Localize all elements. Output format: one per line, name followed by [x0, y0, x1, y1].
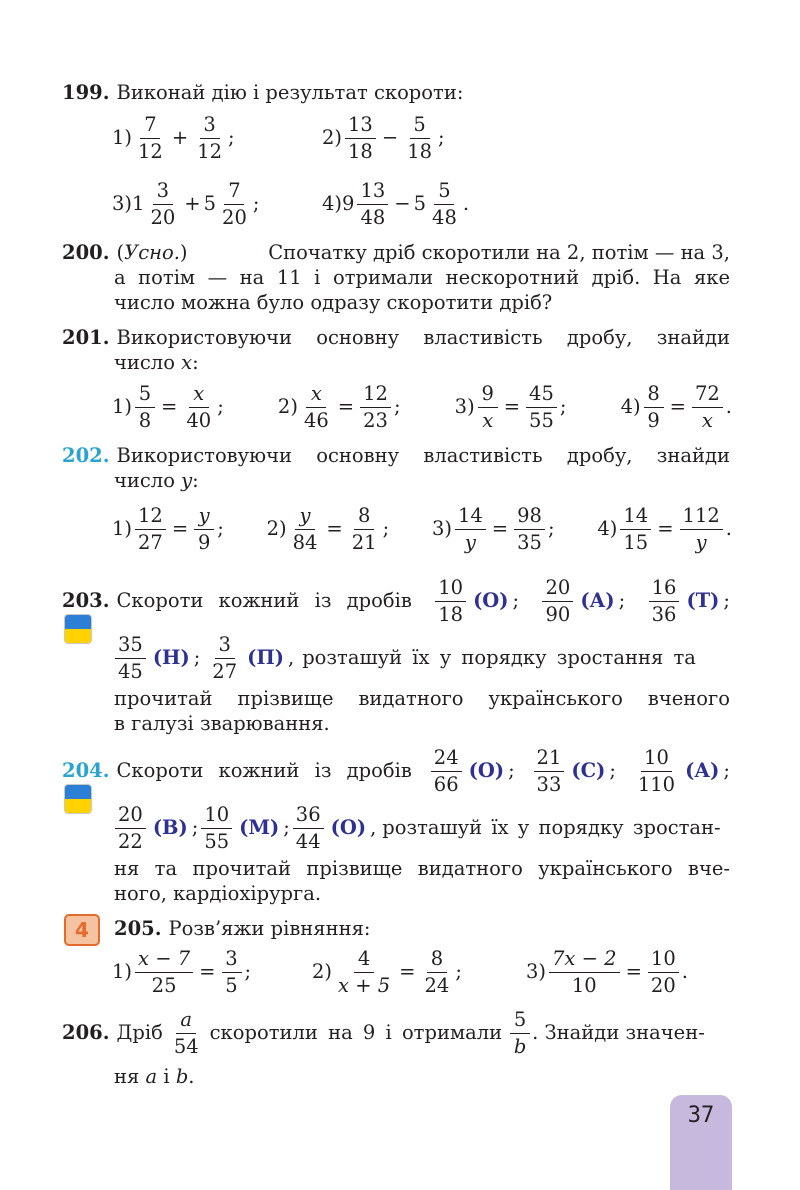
exercise-number: 205.	[114, 917, 162, 940]
item-4: 4) $\frac{8}{9}$ = $\frac{72}{x}$ .	[620, 381, 732, 432]
item-1: 1) $\frac{12}{27}$ = $\frac{y}{9}$ ;	[112, 503, 224, 554]
item-label: 4)	[322, 192, 343, 215]
item-4: 4) 9 $\frac{13}{48}$ − 5 $\frac{5}{48}$ .	[322, 174, 469, 234]
exercise-number: 204.	[62, 759, 110, 782]
mixed-number: 5 $\frac{7}{20}$	[203, 178, 247, 229]
item-2: 2) $\frac{4}{x + 5}$ = $\frac{8}{24}$ ;	[312, 946, 462, 997]
exercise-204-line-2: $\frac{20}{22}$ (В) ; $\frac{10}{55}$ (М) ; $\frac{36}{44}$ (О) , розташуй їх у порядку зростан-	[112, 798, 730, 858]
fraction: $\frac{5}{18}$	[407, 112, 433, 163]
item-label: 1)	[112, 126, 133, 149]
exercise-201: 201. Використовуючи основну властивість дробу, знайди число x:	[62, 326, 730, 374]
item-label: 3)	[112, 192, 133, 215]
exercise-number: 200.	[62, 241, 110, 264]
fraction: $\frac{13}{18}$	[345, 112, 376, 165]
exercise-204-tail: ня та прочитай прізвище видатного українського вче- ного, кардіохірурга.	[114, 857, 730, 905]
exercise-200: 200. (Усно.) Спочатку дріб скоротили на 2, потім — на 3, а потім — на 11 і отримали нескоротний дріб. На яке число можна було одразу скоротити дріб?	[62, 241, 730, 314]
mixed-number: 1 $\frac{3}{20}$	[132, 178, 176, 229]
level-4-badge: 4	[64, 914, 100, 946]
mixed-number: 5 $\frac{5}{48}$	[413, 178, 457, 229]
item-2: 2) $\frac{13}{18}$ − $\frac{5}{18}$ ;	[322, 108, 445, 168]
page-number: 37	[670, 1095, 732, 1190]
exercise-205-items	[112, 942, 692, 1002]
item-3: 3) $\frac{7x - 2}{10}$ = $\frac{10}{20}$ .	[526, 946, 688, 997]
item-3: 3) $\frac{9}{x}$ = $\frac{45}{55}$ ;	[454, 381, 567, 432]
exercise-203-tail: прочитай прізвище видатного українського вченого в галузі зварювання.	[114, 687, 730, 735]
exercise-206-line-1: 206. Дріб $\frac{a}{54}$ скоротили на 9 і отримали $\frac{5}{b}$ . Знайди значен-	[62, 1003, 730, 1063]
item-1: 1) $\frac{x - 7}{25}$ = $\frac{3}{5}$ ;	[112, 946, 252, 997]
item-2: 2) $\frac{y}{84}$ = $\frac{8}{21}$ ;	[266, 503, 390, 554]
exercise-204-line-1: 204. Скороти кожний із дробів $\frac{24}{66}$ (О) ; $\frac{21}{33}$ (С) ; $\frac{10}{110}$ (А) ;	[62, 745, 730, 796]
exercise-205-title: 205. Розв’яжи рівняння:	[114, 917, 371, 940]
item-1: 1) $\frac{5}{8}$ = $\frac{x}{40}$ ;	[112, 381, 224, 432]
exercise-203-line-2: $\frac{35}{45}$ (Н) ; $\frac{3}{27}$ (П) , розташуй їх у порядку зростання та	[112, 628, 730, 688]
exercise-number: 199.	[62, 81, 110, 104]
exercise-202: 202. Використовуючи основну властивість дробу, знайди число y:	[62, 444, 730, 492]
exercise-199-row-2	[112, 174, 469, 234]
exercise-number: 201.	[62, 326, 110, 349]
exercise-text: Виконай дію і результат скороти:	[116, 81, 464, 104]
item-3: 3) $\frac{14}{y}$ = $\frac{98}{35}$ ;	[431, 503, 555, 554]
item-4: 4) $\frac{14}{15}$ = $\frac{112}{y}$ .	[597, 503, 732, 554]
exercise-199-row-1	[112, 108, 445, 168]
item-1: 1) $\frac{7}{12}$ + $\frac{3}{12}$ ;	[112, 108, 322, 168]
exercise-203-line-1: 203. Скороти кожний із дробів $\frac{10}{18}$ (О) ; $\frac{20}{90}$ (А) ; $\frac{16}{36}$ (Т) ;	[62, 575, 730, 626]
fraction: $\frac{7}{12}$	[138, 112, 163, 163]
item-3: 3) 1 $\frac{3}{20}$ + 5 $\frac{7}{20}$ ;	[112, 174, 322, 234]
item-2: 2) $\frac{x}{46}$ = $\frac{12}{23}$ ;	[277, 381, 401, 432]
item-label: 2)	[322, 126, 343, 149]
exercise-number: 206.	[62, 1021, 110, 1044]
exercise-number: 202.	[62, 444, 110, 467]
mixed-number: 9 $\frac{13}{48}$	[342, 174, 391, 234]
exercise-206-line-2: ня a і b.	[114, 1065, 195, 1088]
fraction: $\frac{3}{12}$	[197, 112, 223, 163]
exercise-199-title	[62, 80, 730, 105]
exercise-202-items	[112, 499, 732, 559]
exercise-number: 203.	[62, 589, 110, 612]
exercise-201-items	[112, 377, 732, 437]
